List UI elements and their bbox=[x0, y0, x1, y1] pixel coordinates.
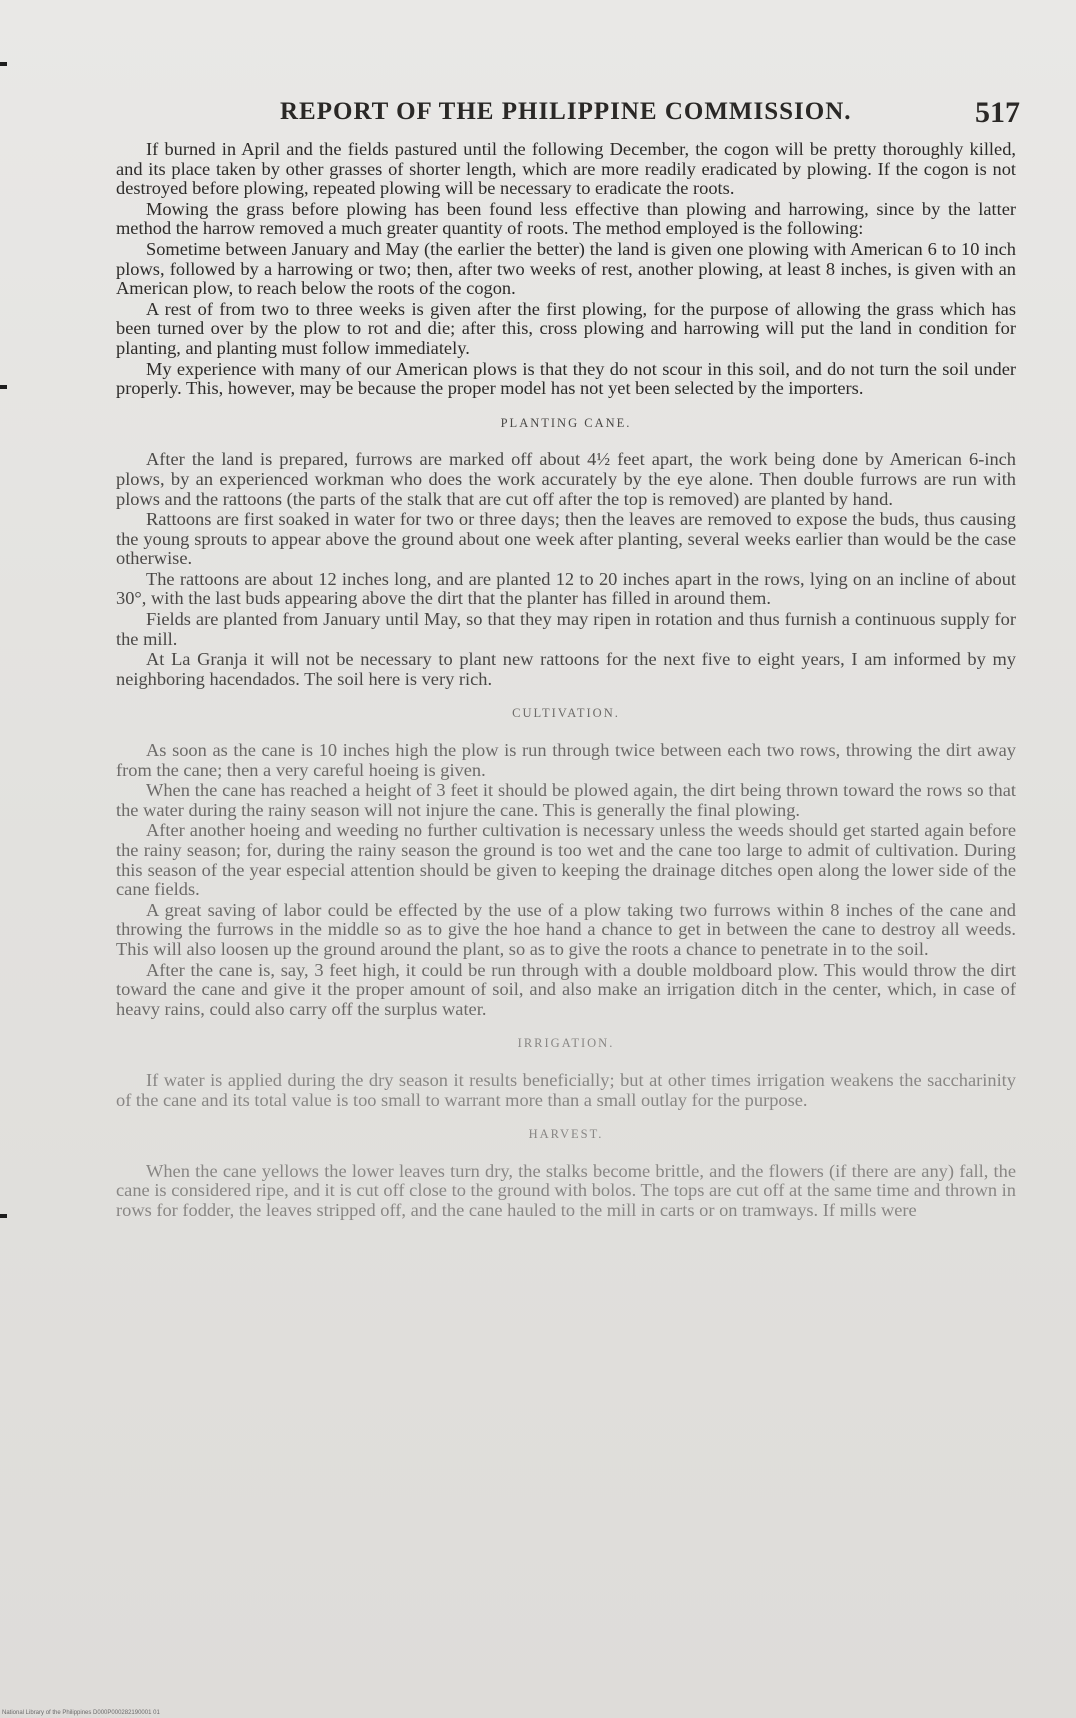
paragraph: When the cane yellows the lower leaves turn dry, the stalks become brittle, and the flowers (if there are any) fall, the cane is considered ripe, and it is cut off close to the ground with bolos. The tops are cut off at the same time and thrown in rows for fodder, the leaves stripped off, and the cane hauled to the mill in carts or on tramways. If mills were bbox=[116, 1160, 1016, 1220]
paragraph: When the cane has reached a height of 3 feet it should be plowed again, the dirt being thrown toward the rows so that the water during the rainy season will not injure the cane. This is generally the final plowing. bbox=[116, 780, 1016, 820]
section-planting bbox=[116, 414, 1016, 690]
section-heading: CULTIVATION. bbox=[512, 706, 620, 721]
paragraph: After the land is prepared, furrows are marked off about 4½ feet apart, the work being done by American 6-inch plows, by an experienced workman who does the work accurately by the eye alone. Then double furrows are run with plows and the rattoons (the parts of the stalk that are cut off after the top is removed) are planted by hand. bbox=[116, 449, 1016, 509]
section-cogon bbox=[116, 140, 1016, 399]
section-heading: IRRIGATION. bbox=[517, 1036, 615, 1051]
paragraph: If water is applied during the dry season it results beneficially; but at other times irrigation weakens the saccharinity of the cane and its total value is too small to warrant more than a small outlay for the purpose. bbox=[116, 1069, 1016, 1110]
paragraph: As soon as the cane is 10 inches high the plow is run through twice between each two rows, throwing the dirt away from the cane; then a very careful hoeing is given. bbox=[116, 740, 1016, 780]
paragraph: Fields are planted from January until May, so that they may ripen in rotation and thus furnish a continuous supply for the mill. bbox=[116, 609, 1016, 649]
paragraph: If burned in April and the fields pastured until the following December, the cogon will be pretty thoroughly killed, and its place taken by other grasses of shorter length, which are more readily eradicated by plowing. If the cogon is not destroyed before plowing, repeated plowing will be necessary to eradicate the roots. bbox=[116, 139, 1016, 199]
section-harvest bbox=[116, 1125, 1016, 1220]
section-heading: PLANTING CANE. bbox=[500, 415, 632, 430]
paragraph: Sometime between January and May (the earlier the better) the land is given one plowing with American 6 to 10 inch plows, followed by a harrowing or two; then, after two weeks of rest, another plowing, at least 8 inches, is given with an American plow, to reach below the roots of the cogon. bbox=[116, 238, 1016, 299]
paragraph: Mowing the grass before plowing has been found less effective than plowing and harrowing, since by the latter method the harrow removed a much greater quantity of roots. The method employed is the following: bbox=[116, 198, 1016, 239]
paragraph: A great saving of labor could be effected by the use of a plow taking two furrows within 8 inches of the cane and throwing the furrows in the middle so as to give the hoe hand a chance to get in between the cane to destroy all weeds. This will also loosen up the ground around the plant, so as to give the roots a chance to penetrate in to the soil. bbox=[116, 899, 1016, 959]
paragraph: After another hoeing and weeding no further cultivation is necessary unless the weeds should get started again before the rainy season; for, during the rainy season the ground is too wet and the cane too large to admit of cultivation. During this season of the year especial attention should be given to keeping the drainage ditches open along the lower side of the cane fields. bbox=[116, 820, 1016, 900]
page-number: 517 bbox=[975, 96, 1020, 129]
scan-edge-mark bbox=[0, 62, 7, 66]
page-header bbox=[120, 96, 1020, 136]
running-title: REPORT OF THE PHILIPPINE COMMISSION. bbox=[280, 98, 852, 125]
paragraph: The rattoons are about 12 inches long, and are planted 12 to 20 inches apart in the rows, lying on an incline of about 30°, with the last buds appearing above the dirt that the planter has filled in around them. bbox=[116, 568, 1016, 609]
scan-edge-mark bbox=[0, 385, 7, 389]
paragraph: My experience with many of our American plows is that they do not scour in this soil, and do not turn the soil under properly. This, however, may be because the proper model has not yet been selected by the importers. bbox=[116, 358, 1016, 399]
paragraph: After the cane is, say, 3 feet high, it could be run through with a double moldboard plow. This would throw the dirt toward the cane and give it the proper amount of soil, and also make an irrigation ditch in the center, which, in case of heavy rains, could also carry off the surplus water. bbox=[116, 959, 1016, 1019]
paragraph: At La Granja it will not be necessary to plant new rattoons for the next five to eight years, I am informed by my neighboring hacendados. The soil here is very rich. bbox=[116, 649, 1016, 689]
scan-credit: National Library of the Philippines D000P000282190001 01 bbox=[2, 1710, 160, 1716]
paragraph: Rattoons are first soaked in water for two or three days; then the leaves are removed to expose the buds, thus causing the young sprouts to appear above the ground about one week after planting, several weeks earlier than would be the case otherwise. bbox=[116, 509, 1016, 569]
section-heading: HARVEST. bbox=[528, 1127, 604, 1142]
body-text bbox=[116, 140, 1016, 1222]
section-cultivation bbox=[116, 704, 1016, 1019]
section-irrigation bbox=[116, 1034, 1016, 1110]
scan-edge-mark bbox=[0, 1214, 7, 1218]
paragraph: A rest of from two to three weeks is given after the first plowing, for the purpose of allowing the grass which has been turned over by the plow to rot and die; after this, cross plowing and harrowing will put the land in condition for planting, and planting must follow immediately. bbox=[116, 298, 1016, 358]
